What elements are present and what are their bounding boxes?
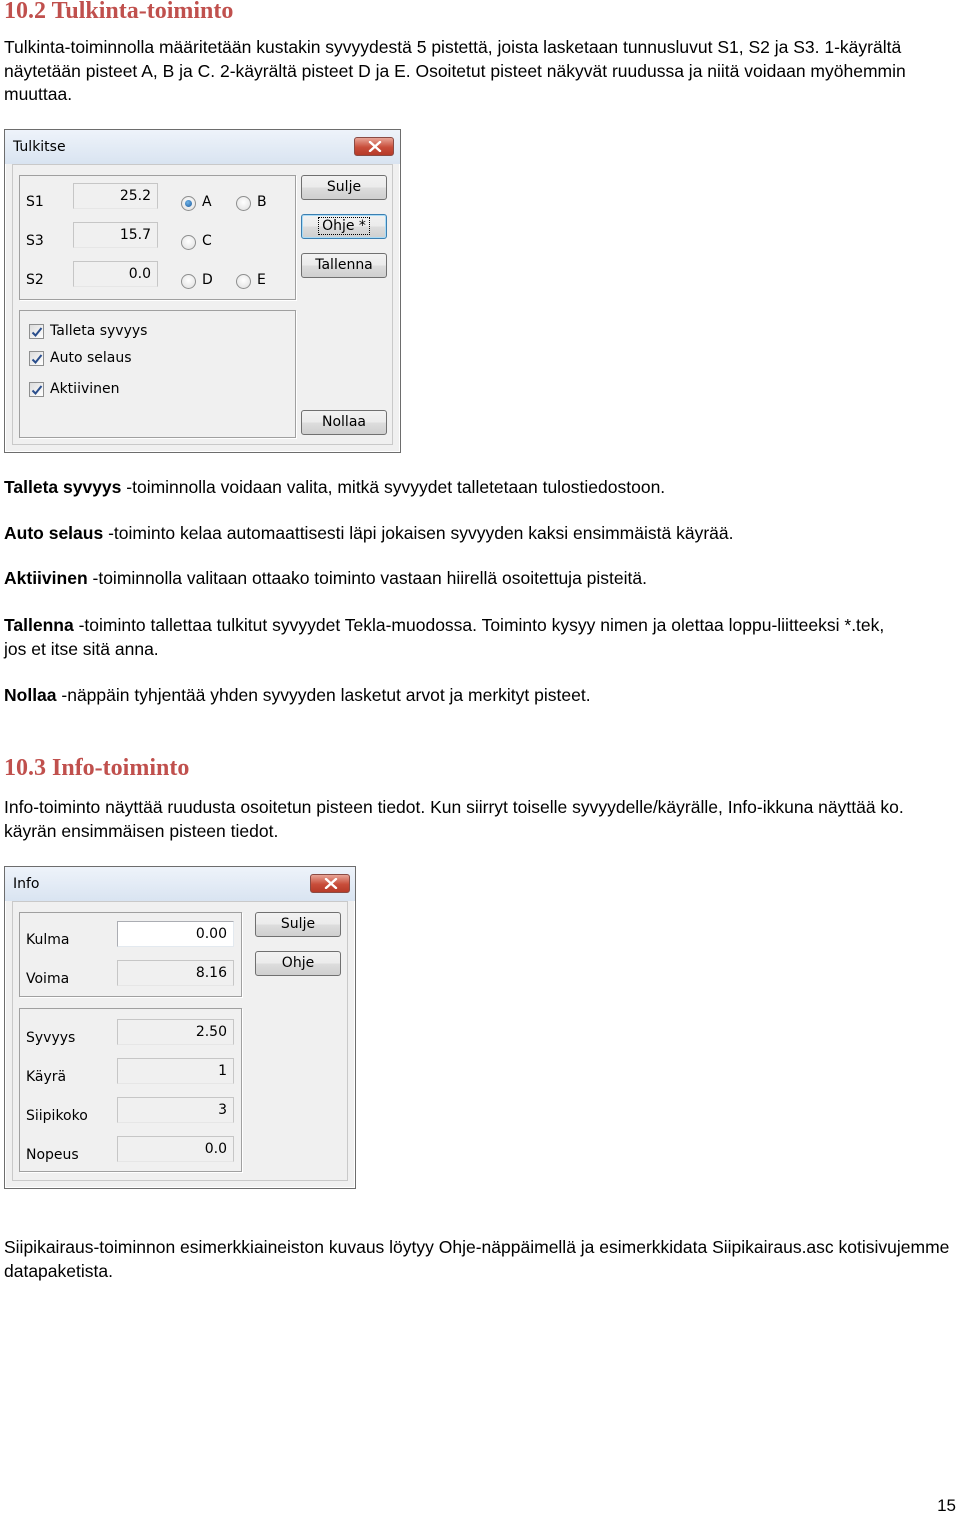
radio-label-a: A bbox=[202, 194, 212, 210]
dialog-title: Tulkitse bbox=[13, 139, 66, 155]
tallenna-button[interactable]: Tallenna bbox=[301, 253, 387, 278]
radio-b[interactable] bbox=[236, 196, 251, 211]
s2-value-field: 0.0 bbox=[73, 261, 158, 287]
values-group bbox=[19, 175, 296, 300]
radio-label-c: C bbox=[202, 233, 212, 249]
close-icon bbox=[324, 878, 338, 889]
field-label-kulma: Kulma bbox=[26, 932, 70, 948]
siipikoko-value-field: 3 bbox=[117, 1097, 234, 1123]
close-window-button[interactable] bbox=[354, 137, 394, 156]
checkbox-label-aktiivinen: Aktiivinen bbox=[50, 381, 120, 397]
radio-label-b: B bbox=[257, 194, 267, 210]
field-label-s3: S3 bbox=[26, 233, 44, 249]
checkbox-label-auto-selaus: Auto selaus bbox=[50, 350, 132, 366]
description-term: Nollaa bbox=[4, 685, 57, 705]
info-dialog bbox=[4, 866, 356, 1189]
field-label-s1: S1 bbox=[26, 194, 44, 210]
page-number: 15 bbox=[937, 1496, 956, 1515]
nollaa-button[interactable]: Nollaa bbox=[301, 410, 387, 435]
description-text: -toiminto kelaa automaattisesti läpi jokaisen syvyyden kaksi ensimmäistä käyrää. bbox=[103, 523, 734, 543]
radio-a[interactable] bbox=[181, 196, 196, 211]
ohje-button-label: Ohje * bbox=[318, 217, 370, 235]
options-group bbox=[19, 310, 296, 438]
s1-value-field: 25.2 bbox=[73, 183, 158, 209]
section-heading-info: 10.3 Info-toiminto bbox=[4, 755, 190, 781]
description-text: -näppäin tyhjentää yhden syvyyden lasketut arvot ja merkityt pisteet. bbox=[56, 685, 591, 705]
kayra-value-field: 1 bbox=[117, 1058, 234, 1084]
ohje-button[interactable]: Ohje bbox=[255, 951, 341, 976]
radio-label-e: E bbox=[257, 272, 266, 288]
close-window-button[interactable] bbox=[310, 874, 350, 893]
description-text: -toiminto tallettaa tulkitut syvyydet Tekla-muodossa. Toiminto kysyy nimen ja olettaa loppu-liitteeksi *.tek, jos et itse sitä anna. bbox=[4, 615, 885, 659]
section-heading-tulkinta: 10.2 Tulkinta-toiminto bbox=[4, 0, 234, 24]
description-talleta-syvyys bbox=[4, 476, 958, 500]
ohje-button[interactable] bbox=[301, 214, 387, 239]
nopeus-value-field: 0.0 bbox=[117, 1136, 234, 1162]
dialog-body bbox=[12, 901, 348, 1181]
depth-info-group bbox=[19, 1008, 242, 1172]
dialog-body bbox=[12, 164, 393, 445]
checkmark-icon bbox=[31, 384, 43, 396]
description-text: -toiminnolla valitaan ottaako toiminto vastaan hiirellä osoitettuja pisteitä. bbox=[87, 568, 647, 588]
syvyys-value-field: 2.50 bbox=[117, 1019, 234, 1045]
radio-d[interactable] bbox=[181, 274, 196, 289]
field-label-s2: S2 bbox=[26, 272, 44, 288]
measurement-group bbox=[19, 912, 242, 997]
closing-paragraph: Siipikairaus-toiminnon esimerkkiaineiston kuvaus löytyy Ohje-näppäimellä ja esimerkkidata Siipikairaus.asc kotisivujemme datapaketista. bbox=[4, 1237, 950, 1281]
section-intro-tulkinta: Tulkinta-toiminnolla määritetään kustakin syvyydestä 5 pistettä, joista lasketaan tunnusluvut S1, S2 ja S3. 1-käyrältä näytetään pisteet A, B ja C. 2-käyrältä pisteet D ja E. Osoitetut pisteet näkyvät ruudussa ja niitä voidaan myöhemmin muuttaa. bbox=[4, 37, 906, 104]
field-label-nopeus: Nopeus bbox=[26, 1147, 79, 1163]
dialog-titlebar bbox=[5, 130, 400, 164]
radio-c[interactable] bbox=[181, 235, 196, 250]
close-icon bbox=[368, 141, 382, 152]
description-auto-selaus bbox=[4, 522, 958, 546]
checkmark-icon bbox=[31, 326, 43, 338]
field-label-voima: Voima bbox=[26, 971, 70, 987]
field-label-siipikoko: Siipikoko bbox=[26, 1108, 88, 1124]
field-label-syvyys: Syvyys bbox=[26, 1030, 76, 1046]
description-nollaa bbox=[4, 684, 958, 708]
s3-value-field: 15.7 bbox=[73, 222, 158, 248]
description-tallenna bbox=[4, 614, 904, 661]
section-intro-info: Info-toiminto näyttää ruudusta osoitetun pisteen tiedot. Kun siirryt toiselle syvyydelle/käyrälle, Info-ikkuna näyttää ko. käyrän ensimmäisen pisteen tiedot. bbox=[4, 797, 904, 841]
radio-e[interactable] bbox=[236, 274, 251, 289]
description-term: Auto selaus bbox=[4, 523, 104, 543]
voima-value-field: 8.16 bbox=[117, 960, 234, 986]
talleta-syvyys-checkbox[interactable] bbox=[29, 324, 44, 339]
dialog-titlebar bbox=[5, 867, 355, 901]
checkbox-label-talleta-syvyys: Talleta syvyys bbox=[50, 323, 148, 339]
description-term: Talleta syvyys bbox=[4, 477, 122, 497]
description-term: Aktiivinen bbox=[4, 568, 88, 588]
field-label-kayra: Käyrä bbox=[26, 1069, 67, 1085]
sulje-button[interactable]: Sulje bbox=[301, 175, 387, 200]
description-term: Tallenna bbox=[4, 615, 74, 635]
description-aktiivinen bbox=[4, 567, 958, 591]
description-text: -toiminnolla voidaan valita, mitkä syvyydet talletetaan tulostiedostoon. bbox=[121, 477, 666, 497]
kulma-value-field[interactable]: 0.00 bbox=[117, 921, 234, 947]
auto-selaus-checkbox[interactable] bbox=[29, 351, 44, 366]
dialog-title: Info bbox=[13, 876, 40, 892]
radio-label-d: D bbox=[202, 272, 213, 288]
aktiivinen-checkbox[interactable] bbox=[29, 382, 44, 397]
sulje-button[interactable]: Sulje bbox=[255, 912, 341, 937]
checkmark-icon bbox=[31, 353, 43, 365]
tulkitse-dialog bbox=[4, 129, 401, 453]
